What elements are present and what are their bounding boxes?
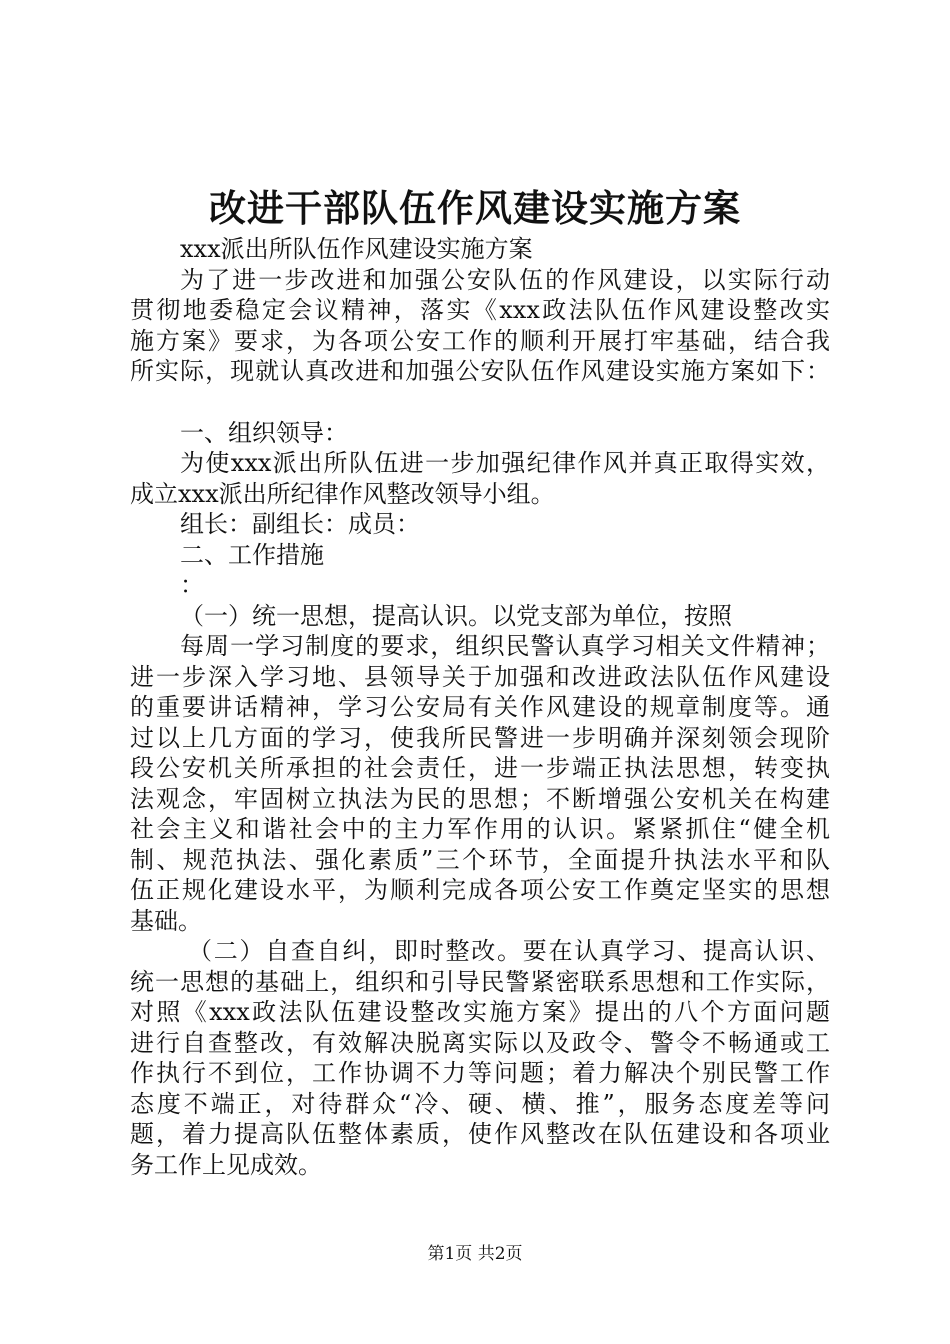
paragraph-line: 为使xxx派出所队伍进一步加强纪律作风并真正取得实效， (180, 449, 830, 477)
paragraph-line: ： (180, 571, 204, 599)
paragraph-line: 作执行不到位，工作协调不力等问题；着力解决个别民警工作 (130, 1059, 830, 1087)
paragraph-line: 制、规范执法、强化素质”三个环节，全面提升执法水平和队 (130, 845, 830, 874)
document-title: 改进干部队伍作风建设实施方案 (209, 186, 741, 230)
paragraph-line: 题，着力提高队伍整体素质，使作风整改在队伍建设和各项业 (130, 1120, 830, 1148)
paragraph-line: 基础。 (130, 906, 202, 935)
paragraph-line: 对照《xxx政法队伍建设整改实施方案》提出的八个方面问题 (130, 998, 830, 1026)
paragraph-gap (130, 387, 830, 418)
subsection-heading: （二）自查自纠，即时整改。要在认真学习、提高认识、 (188, 937, 830, 965)
document-body (130, 234, 830, 1180)
paragraph-line: 过以上几方面的学习，使我所民警进一步明确并深刻领会现阶 (130, 723, 830, 752)
section-heading: 二、工作措施 (180, 540, 324, 569)
paragraph-line: 统一思想的基础上，组织和引导民警紧密联系思想和工作实际， (130, 967, 830, 996)
paragraph-line: 社会主义和谐社会中的主力军作用的认识。紧紧抓住“健全机 (130, 815, 830, 843)
paragraph-line: 施方案》要求，为各项公安工作的顺利开展打牢基础，结合我 (130, 326, 830, 355)
subsection-heading: （一）统一思想，提高认识。以党支部为单位，按照 (180, 601, 732, 630)
section-heading: 一、组织领导： (180, 418, 348, 447)
paragraph-line: 法观念，牢固树立执法为民的思想；不断增强公安机关在构建 (130, 784, 830, 813)
paragraph-line: 段公安机关所承担的社会责任，进一步端正执法思想，转变执 (130, 754, 830, 782)
page-footer: 第1页 共2页 (427, 1244, 523, 1264)
paragraph-line: 贯彻地委稳定会议精神，落实《xxx政法队伍作风建设整改实 (130, 296, 830, 324)
paragraph-line: 为了进一步改进和加强公安队伍的作风建设，以实际行动 (180, 265, 830, 294)
paragraph-line: 所实际，现就认真改进和加强公安队伍作风建设实施方案如下： (130, 357, 830, 385)
paragraph-line: 每周一学习制度的要求，组织民警认真学习相关文件精神； (180, 632, 830, 660)
paragraph-line: 进行自查整改，有效解决脱离实际以及政令、警令不畅通或工 (130, 1028, 830, 1057)
paragraph-line: 组长：副组长：成员： (180, 510, 420, 538)
paragraph-line: 进一步深入学习地、县领导关于加强和改进政法队伍作风建设 (130, 662, 830, 691)
subtitle-line: xxx派出所队伍作风建设实施方案 (180, 235, 533, 263)
paragraph-line: 的重要讲话精神，学习公安局有关作风建设的规章制度等。通 (130, 693, 830, 721)
paragraph-line: 务工作上见成效。 (130, 1150, 322, 1179)
paragraph-line: 成立xxx派出所纪律作风整改领导小组。 (130, 479, 555, 508)
paragraph-line: 态度不端正，对待群众“冷、硬、横、推”，服务态度差等问 (130, 1089, 830, 1118)
paragraph-line: 伍正规化建设水平，为顺利完成各项公安工作奠定坚实的思想 (130, 876, 830, 904)
